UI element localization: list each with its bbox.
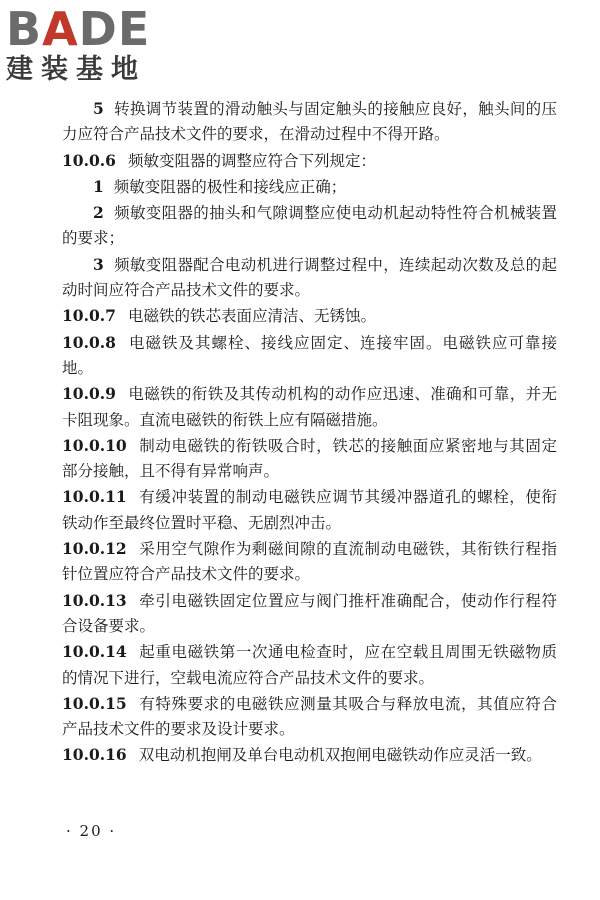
clause-paragraph — [62, 536, 557, 588]
paragraph-text: 有特殊要求的电磁铁应测量其吸合与释放电流，其值应符合产品技术文件的要求及设计要求。 — [62, 694, 557, 739]
clause-paragraph — [62, 691, 557, 743]
clause-number: 10.0.14 — [62, 642, 127, 662]
clause-number: 10.0.16 — [62, 745, 127, 765]
paragraph-text: 有缓冲装置的制动电磁铁应调节其缓冲器道孔的螺栓，使衔铁动作至最终位置时平稳、无剧烈冲击。 — [62, 488, 557, 532]
list-item — [62, 252, 557, 304]
clause-paragraph — [62, 148, 557, 174]
paragraph-text: 频敏变阻器配合电动机进行调整过程中，连续起动次数及总的起动时间应符合产品技术文件的要求。 — [62, 255, 557, 300]
clause-paragraph — [62, 381, 557, 433]
paragraph-text: 频敏变阻器的极性和接线应正确； — [113, 177, 347, 196]
logo-letter-b: B — [6, 2, 43, 56]
logo-subtitle: 建装基地 — [6, 54, 146, 85]
paragraph-text: 频敏变阻器的调整应符合下列规定： — [127, 151, 376, 170]
paragraph-text: 频敏变阻器的抽头和气隙调整应使电动机起动特性符合机械装置的要求； — [62, 204, 557, 248]
paragraph-text: 电磁铁的衔铁及其传动机构的动作应迅速、准确和可靠，并无卡阻现象。直流电磁铁的衔铁上应有隔磁措施。 — [62, 385, 557, 429]
clause-number: 10.0.10 — [62, 435, 127, 455]
paragraph-text: 电磁铁的铁芯表面应清洁、无锈蚀。 — [127, 307, 376, 326]
logo-wordmark — [6, 2, 181, 56]
list-item — [62, 96, 557, 148]
item-number: 1 — [93, 176, 104, 196]
clause-number: 10.0.11 — [62, 487, 127, 507]
clause-paragraph — [62, 330, 557, 382]
clause-number: 10.0.8 — [62, 332, 116, 352]
list-item — [62, 174, 557, 200]
paragraph-text: 转换调节装置的滑动触头与固定触头的接触应良好，触头间的压力应符合产品技术文件的要求，在滑动过程中不得开路。 — [62, 100, 557, 144]
clause-number: 10.0.7 — [62, 306, 116, 326]
clause-paragraph — [62, 303, 557, 329]
item-number: 3 — [93, 254, 104, 274]
paragraph-text: 双电动机抱闸及单台电动机双抱闸电磁铁动作应灵活一致。 — [138, 746, 542, 765]
item-number: 5 — [93, 99, 104, 118]
clause-paragraph — [62, 639, 557, 691]
clause-paragraph — [62, 433, 557, 485]
list-item — [62, 200, 557, 252]
logo-letters-de: DE — [78, 2, 151, 56]
clause-paragraph — [62, 484, 557, 536]
document-body — [62, 96, 557, 769]
clause-number: 10.0.12 — [62, 539, 127, 559]
logo-letter-a: A — [42, 2, 79, 56]
paragraph-text: 采用空气隙作为剩磁间隙的直流制动电磁铁，其衔铁行程指针位置应符合产品技术文件的要求。 — [62, 540, 557, 584]
page-number: · 20 · — [66, 822, 117, 840]
bade-logo — [6, 2, 181, 86]
paragraph-text: 制动电磁铁的衔铁吸合时，铁芯的接触面应紧密地与其固定部分接触，且不得有异常响声。 — [62, 436, 557, 481]
clause-number: 10.0.9 — [62, 384, 116, 404]
paragraph-text: 牵引电磁铁固定位置应与阀门推杆准确配合，使动作行程符合设备要求。 — [62, 591, 557, 635]
clause-number: 10.0.6 — [62, 150, 116, 170]
clause-paragraph — [62, 588, 557, 640]
paragraph-text: 起重电磁铁第一次通电检查时，应在空载且周围无铁磁物质的情况下进行，空载电流应符合产品技术文件的要求。 — [62, 643, 557, 687]
paragraph-text: 电磁铁及其螺栓、接线应固定、连接牢固。电磁铁应可靠接地。 — [62, 333, 557, 377]
clause-number: 10.0.13 — [62, 590, 127, 610]
clause-number: 10.0.15 — [62, 693, 127, 713]
clause-paragraph — [62, 742, 557, 768]
item-number: 2 — [93, 203, 104, 223]
